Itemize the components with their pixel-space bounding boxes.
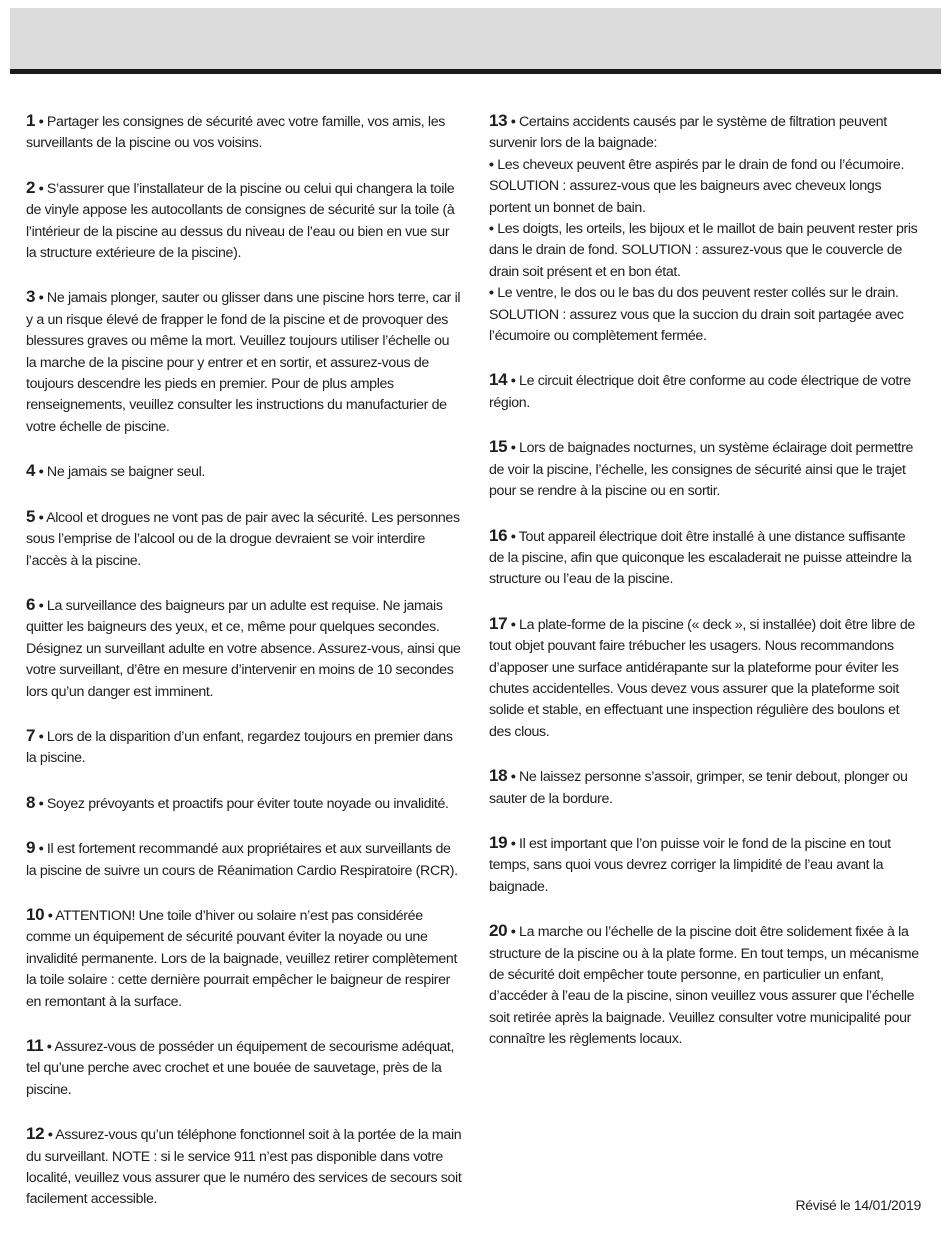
safety-item-3: 3 • Ne jamais plonger, sauter ou glisser dans une piscine hors terre, car il y a un risque élevé de frapper le fond de la piscine et de provoquer des blessures graves ou même la mort. Veuillez toujours utiliser l’échelle ou la marche de la piscine pour y entrer et en sortir, et assurez-vous de toujours descendre les pieds en premier. Pour de plus amples renseignements, veuillez consulter les instructions du manufacturier de votre échelle de piscine. xyxy=(26,287,461,435)
item-text: Assurez-vous qu’un téléphone fonctionnel soit à la portée de la main du surveillant. NOTE : si le service 911 n’est pas disponible dans votre localité, veuillez vous assurer que le numéro des services de secours soit facilement accessible. xyxy=(26,1127,462,1208)
item-number: 12 xyxy=(26,1124,45,1144)
item-text: Lors de baignades nocturnes, un système éclairage doit permettre de voir la piscine, l’échelle, les consignes de sécurité ainsi que le trajet pour se rendre à la piscine ou en sortir. xyxy=(489,440,914,500)
safety-item-5: 5 • Alcool et drogues ne vont pas de pair avec la sécurité. Les personnes sous l’emprise de l’alcool ou de la drogue devraient se voir interdire l’accès à la piscine. xyxy=(26,506,460,569)
item-text: Ne laissez personne s’assoir, grimper, se tenir debout, plonger ou sauter de la bordure. xyxy=(489,769,908,807)
header-rule xyxy=(10,69,941,74)
item-number: 6 xyxy=(26,594,36,614)
item-number: 19 xyxy=(489,832,508,852)
safety-item-6: 6 • La surveillance des baigneurs par un adulte est requise. Ne jamais quitter les baigneurs des yeux, et ce, même pour quelques secondes. Désignez un surveillant adulte en votre absence. Assurez-vous, ainsi que votre surveillant, d’être en mesure d’intervenir en moins de 10 secondes lors qu’un danger est imminent. xyxy=(26,594,461,700)
left-column xyxy=(26,110,462,1233)
item-number: 15 xyxy=(489,437,508,457)
safety-item-16: 16 • Tout appareil électrique doit être installé à une distance suffisante de la piscine, afin que quiconque les escaladerait ne puisse atteindre la structure ou l’eau de la piscine. xyxy=(489,525,912,588)
item-number: 4 xyxy=(26,461,36,481)
item-number: 13 xyxy=(489,111,508,130)
item-text: Partager les consignes de sécurité avec votre famille, vos amis, les surveillants de la piscine ou vos voisins. xyxy=(26,114,445,152)
item-number: 8 xyxy=(26,792,36,812)
item-number: 1 xyxy=(26,111,36,130)
item-number: 9 xyxy=(26,838,36,858)
item-number: 17 xyxy=(489,613,508,633)
item-text: Assurez-vous de posséder un équipement de secourisme adéquat, tel qu’une perche avec crochet et une bouée de sauvetage, près de la piscine. xyxy=(26,1039,455,1098)
sub-bullet: • Les cheveux peuvent être aspirés par le drain de fond ou l’écumoire. SOLUTION : assurez-vous que les baigneurs avec cheveux longs portent un bonnet de bain. xyxy=(489,156,905,216)
item-number: 14 xyxy=(489,370,508,390)
item-text: La surveillance des baigneurs par un adulte est requise. Ne jamais quitter les baigneurs des yeux, et ce, même pour quelques secondes. Désignez un surveillant adulte en votre absence. Assurez-vous, ainsi que votre surveillant, d’être en mesure d’intervenir en moins de 10 secondes lors qu’un danger est imminent. xyxy=(26,597,461,700)
safety-item-14: 14 • Le circuit électrique doit être conforme au code électrique de votre région. xyxy=(489,370,911,411)
item-text: La plate-forme de la piscine (« deck », si installée) doit être libre de tout objet pouvant faire trébucher les usagers. Nous recommandons d’apposer une surface antidérapante sur la plateforme pour éviter les chutes accidentelles. Vous devez vous assurer que la plateforme soit solide et stable, en effectuant une inspection régulière des boulons et des clous. xyxy=(489,616,915,740)
safety-item-20: 20 • La marche ou l’échelle de la piscine doit être solidement fixée à la structure de la piscine ou à la plate forme. En tout temps, un mécanisme de sécurité doit empêcher toute personne, en particulier un enfant, d’accéder à l’eau de la piscine, sinon veuillez vous assurer que l’échelle soit retirée après la baignade. Veuillez consulter votre municipalité pour connaître les règlements locaux. xyxy=(489,921,919,1048)
item-text: La marche ou l’échelle de la piscine doit être solidement fixée à la structure de la piscine ou à la plate forme. En tout temps, un mécanisme de sécurité doit empêcher toute personne, en particulier un enfant, d’accéder à l’eau de la piscine, sinon veuillez vous assurer que l’échelle soit retirée après la baignade. Veuillez consulter votre municipalité pour connaître les règlements locaux. xyxy=(489,924,919,1048)
item-number: 2 xyxy=(26,177,36,197)
item-text: Ne jamais se baigner seul. xyxy=(46,464,206,481)
item-number: 11 xyxy=(26,1036,44,1055)
item-text: Le circuit électrique doit être conforme au code électrique de votre région. xyxy=(489,373,911,411)
safety-item-11: 11 • Assurez-vous de posséder un équipement de secourisme adéquat, tel qu’une perche avec crochet et une bouée de sauvetage, près de la piscine. xyxy=(26,1036,455,1098)
item-number: 5 xyxy=(26,506,36,526)
right-column xyxy=(489,110,919,1073)
item-text: S’assurer que l’installateur de la piscine ou celui qui changera la toile de vinyle appose les autocollants de consignes de sécurité sur la toile (à l’intérieur de la piscine au dessus du niveau de l’eau ou bien en vue sur la structure extérieure de la piscine). xyxy=(26,180,455,262)
item-number: 7 xyxy=(26,725,36,745)
item-text: Certains accidents causés par le système de filtration peuvent survenir lors de la baignade: xyxy=(489,114,887,152)
safety-item-13: 13 • Certains accidents causés par le système de filtration peuvent survenir lors de la baignade: • Les cheveux peuvent être aspirés par le drain de fond ou l’écumoire. SOLUTION : assurez-vous que les baigneurs avec cheveux longs portent un bonnet de bain. • Les doigts, les orteils, les bijoux et le maillot de bain peuvent rester pris dans le drain de fond. SOLUTION : assurez-vous que le couvercle de drain soit présent et en bon état. • Le ventre, le dos ou le bas du dos peuvent rester collés sur le drain. SOLUTION : assurez vous que la succion du drain soit partagée avec l’écumoire ou complètement fermée. xyxy=(489,110,919,347)
safety-item-9: 9 • Il est fortement recommandé aux propriétaires et aux surveillants de la piscine de suivre un cours de Réanimation Cardio Respiratoire (RCR). xyxy=(26,838,458,879)
safety-item-7: 7 • Lors de la disparition d’un enfant, regardez toujours en premier dans la piscine. xyxy=(26,725,453,767)
item-number: 20 xyxy=(489,921,508,941)
safety-item-15: 15 • Lors de baignades nocturnes, un système éclairage doit permettre de voir la piscine, l’échelle, les consignes de sécurité ainsi que le trajet pour se rendre à la piscine ou en sortir. xyxy=(489,437,914,500)
item-number: 3 xyxy=(26,287,36,307)
safety-item-12: 12 • Assurez-vous qu’un téléphone fonctionnel soit à la portée de la main du surveillant. NOTE : si le service 911 n’est pas disponible dans votre localité, veuillez vous assurer que le numéro des services de secours soit facilement accessible. xyxy=(26,1124,462,1208)
sub-bullet: • Le ventre, le dos ou le bas du dos peuvent rester collés sur le drain. SOLUTION : assurez vous que la succion du drain soit partagée avec l’écumoire ou complètement fermée. xyxy=(489,285,904,345)
item-text: Lors de la disparition d’un enfant, regardez toujours en premier dans la piscine. xyxy=(26,728,453,767)
header-band xyxy=(10,8,941,70)
item-text: Ne jamais plonger, sauter ou glisser dans une piscine hors terre, car il y a un risque élevé de frapper le fond de la piscine et de provoquer des blessures graves ou même la mort. Veuillez toujours utiliser l’échelle ou la marche de la piscine pour y entrer et en sortir, et assurez-vous de toujours descendre les pieds en premier. Pour de plus amples renseignements, veuillez consulter les instructions du manufacturier de votre échelle de piscine. xyxy=(26,290,461,435)
item-number: 10 xyxy=(26,904,45,924)
item-text: ATTENTION! Une toile d’hiver ou solaire n’est pas considérée comme un équipement de sécurité pouvant éviter la noyade ou une invalidité permanente. Lors de la baignade, veuillez retirer complètement la toile solaire : cette dernière pourrait empêcher le baigneur de respirer en remontant à la surface. xyxy=(26,907,458,1010)
item-text: Alcool et drogues ne vont pas de pair avec la sécurité. Les personnes sous l’emprise de l’alcool ou de la drogue devraient se voir interdire l’accès à la piscine. xyxy=(26,509,460,569)
safety-item-17: 17 • La plate-forme de la piscine (« deck », si installée) doit être libre de tout objet pouvant faire trébucher les usagers. Nous recommandons d’apposer une surface antidérapante sur la plateforme pour éviter les chutes accidentelles. Vous devez vous assurer que la plateforme soit solide et stable, en effectuant une inspection régulière des boulons et des clous. xyxy=(489,613,915,740)
safety-item-4: 4 • Ne jamais se baigner seul. xyxy=(26,461,206,481)
sub-bullet: • Les doigts, les orteils, les bijoux et le maillot de bain peuvent rester pris dans le drain de fond. SOLUTION : assurez-vous que le couvercle de drain soit présent et en bon état. xyxy=(489,221,918,280)
safety-item-19: 19 • Il est important que l’on puisse voir le fond de la piscine en tout temps, sans quoi vous devrez corriger la limpidité de l’eau avant la baignade. xyxy=(489,832,891,895)
item-text: Tout appareil électrique doit être installé à une distance suffisante de la piscine, afin que quiconque les escaladerait ne puisse atteindre la structure ou l’eau de la piscine. xyxy=(489,528,912,588)
item-number: 16 xyxy=(489,525,508,545)
item-text: Il est important que l’on puisse voir le fond de la piscine en tout temps, sans quoi vous devrez corriger la limpidité de l’eau avant la baignade. xyxy=(489,835,891,895)
safety-item-1: 1 • Partager les consignes de sécurité avec votre famille, vos amis, les surveillants de la piscine ou vos voisins. xyxy=(26,111,445,152)
safety-item-2: 2 • S’assurer que l’installateur de la piscine ou celui qui changera la toile de vinyle appose les autocollants de consignes de sécurité sur la toile (à l’intérieur de la piscine au dessus du niveau de l’eau ou bien en vue sur la structure extérieure de la piscine). xyxy=(26,177,455,262)
item-text: Soyez prévoyants et proactifs pour éviter toute noyade ou invalidité. xyxy=(46,795,449,812)
safety-item-8: 8 • Soyez prévoyants et proactifs pour éviter toute noyade ou invalidité. xyxy=(26,792,449,812)
revision-date: Révisé le 14/01/2019 xyxy=(795,1197,921,1213)
safety-item-10: 10 • ATTENTION! Une toile d’hiver ou solaire n’est pas considérée comme un équipement de sécurité pouvant éviter la noyade ou une invalidité permanente. Lors de la baignade, veuillez retirer complètement la toile solaire : cette dernière pourrait empêcher le baigneur de respirer en remontant à la surface. xyxy=(26,904,458,1010)
item-text: Il est fortement recommandé aux propriétaires et aux surveillants de la piscine de suivre un cours de Réanimation Cardio Respiratoire (RCR). xyxy=(26,841,458,879)
item-number: 18 xyxy=(489,766,508,786)
safety-item-18: 18 • Ne laissez personne s’assoir, grimper, se tenir debout, plonger ou sauter de la bordure. xyxy=(489,766,908,807)
